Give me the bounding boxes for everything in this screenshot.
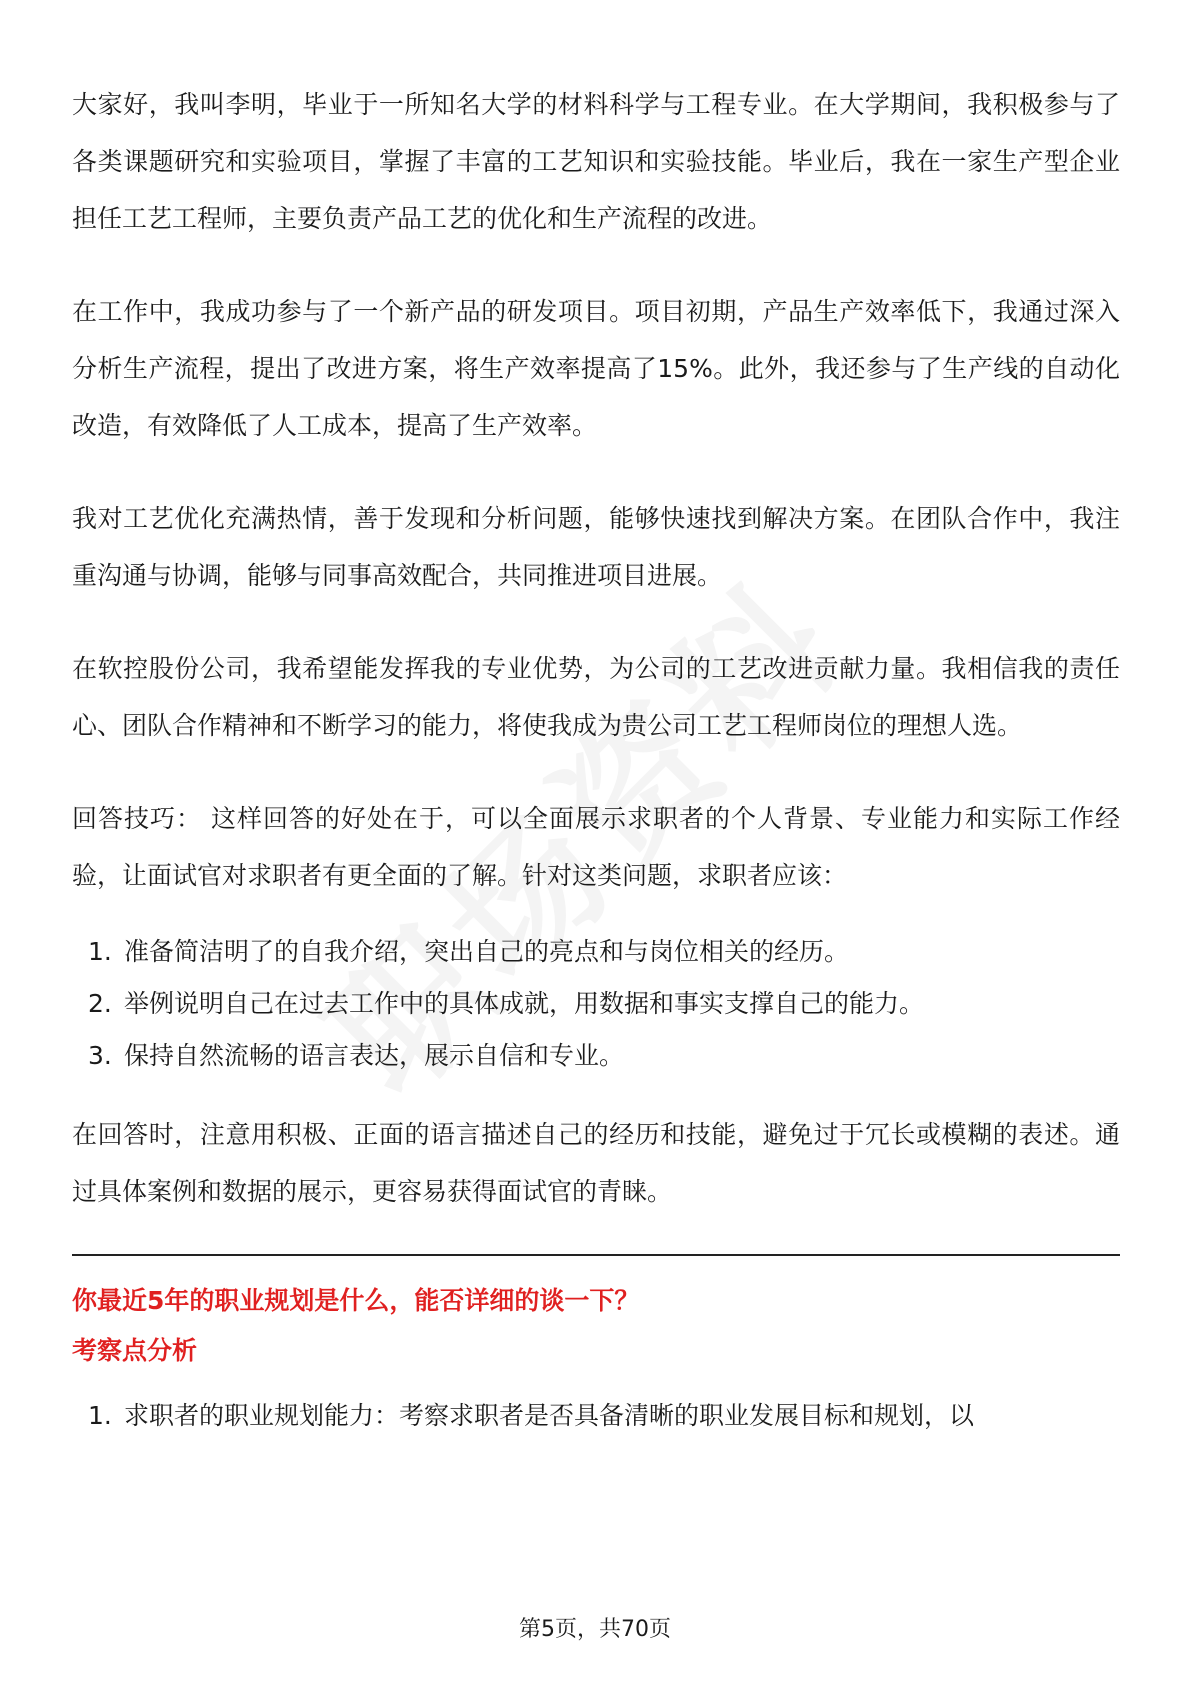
list-text: 保持自然流畅的语言表达，展示自信和专业。 — [124, 1041, 625, 1070]
paragraph-closing: 在回答时，注意用积极、正面的语言描述自己的经历和技能，避免过于冗长或模糊的表述。通过具体案例和数据的展示，更容易获得面试官的青睐。 — [72, 1120, 1120, 1206]
analysis-heading: 考察点分析 — [72, 1336, 198, 1365]
list-number: 1. — [88, 937, 112, 966]
page-footer: 第5页，共70页 — [519, 1617, 671, 1642]
list-number: 3. — [88, 1041, 112, 1070]
paragraph-passion: 我对工艺优化充满热情，善于发现和分析问题，能够快速找到解决方案。在团队合作中，我注重沟通与协调，能够与同事高效配合，共同推进项目进展。 — [72, 504, 1120, 590]
paragraph-company-goal: 在软控股份公司，我希望能发挥我的专业优势，为公司的工艺改进贡献力量。我相信我的责任心、团队合作精神和不断学习的能力，将使我成为贵公司工艺工程师岗位的理想人选。 — [72, 654, 1120, 740]
list-number: 1. — [88, 1401, 112, 1430]
tips-list — [72, 926, 1120, 1082]
list-text: 求职者的职业规划能力：考察求职者是否具备清晰的职业发展目标和规划，以 — [124, 1401, 975, 1430]
list-number: 2. — [88, 989, 112, 1018]
list-text: 举例说明自己在过去工作中的具体成就，用数据和事实支撑自己的能力。 — [124, 989, 925, 1018]
document-body — [72, 76, 1120, 1442]
paragraph-intro: 大家好，我叫李明，毕业于一所知名大学的材料科学与工程专业。在大学期间，我积极参与了各类课题研究和实验项目，掌握了丰富的工艺知识和实验技能。毕业后，我在一家生产型企业担任工艺工程师，主要负责产品工艺的优化和生产流程的改进。 — [72, 90, 1120, 233]
question-title: 你最近5年的职业规划是什么，能否详细的谈一下？ — [72, 1286, 640, 1315]
analysis-list — [72, 1390, 1120, 1442]
paragraph-answer-tips: 回答技巧： 这样回答的好处在于，可以全面展示求职者的个人背景、专业能力和实际工作经验，让面试官对求职者有更全面的了解。针对这类问题，求职者应该： — [72, 804, 1120, 890]
list-item — [88, 1030, 1120, 1082]
paragraph-work-achievement: 在工作中，我成功参与了一个新产品的研发项目。项目初期，产品生产效率低下，我通过深入分析生产流程，提出了改进方案，将生产效率提高了15%。此外，我还参与了生产线的自动化改造，有效降低了人工成本，提高了生产效率。 — [72, 297, 1120, 440]
section-divider — [72, 1254, 1120, 1256]
list-text: 准备简洁明了的自我介绍，突出自己的亮点和与岗位相关的经历。 — [124, 937, 850, 966]
list-item — [88, 926, 1120, 978]
list-item — [88, 978, 1120, 1030]
list-item — [88, 1390, 1120, 1442]
